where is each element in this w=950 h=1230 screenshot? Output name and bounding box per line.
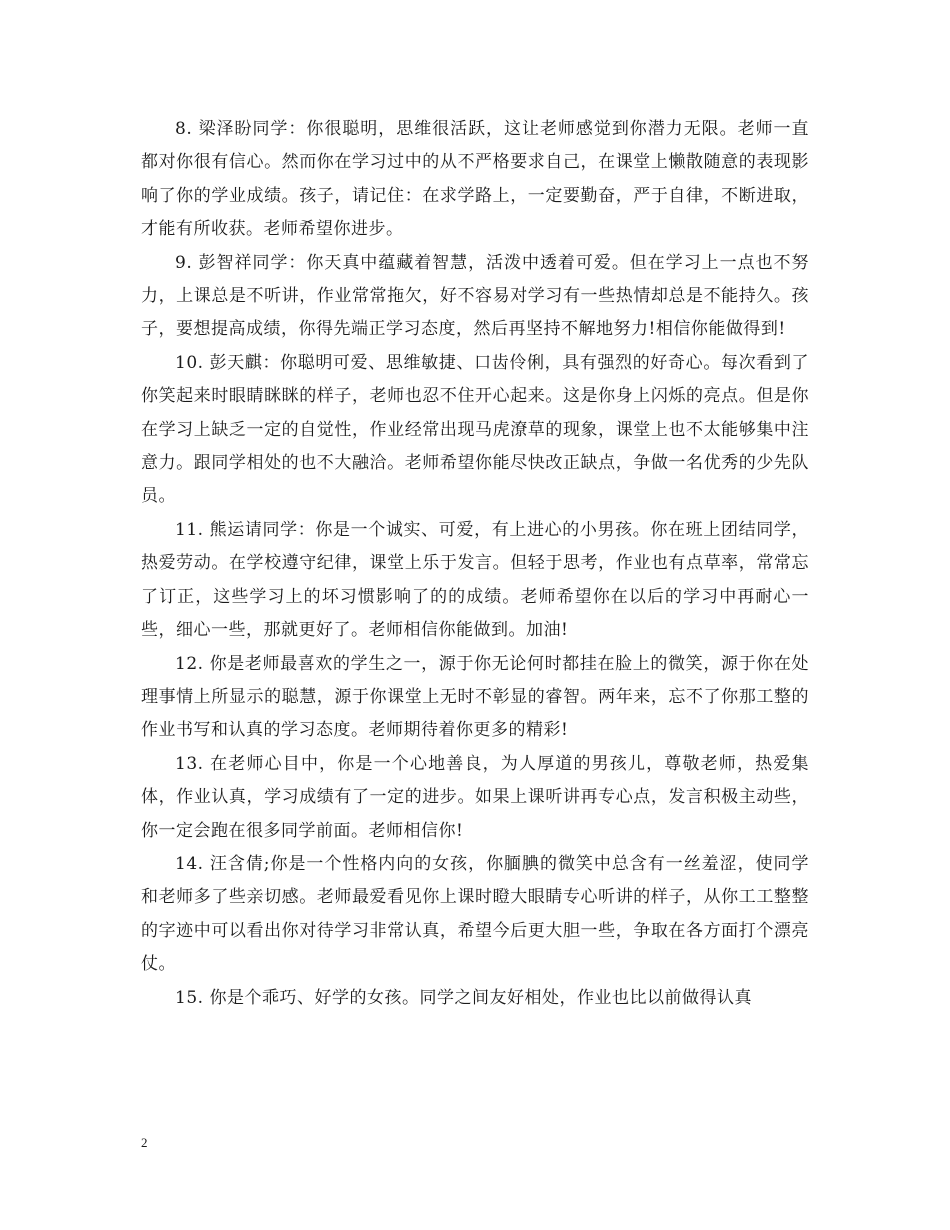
page-number: 2 bbox=[141, 1135, 148, 1150]
paragraph-13: 13. 在老师心目中，你是一个心地善良，为人厚道的男孩儿，尊敬老师，热爱集体，作业认真，学习成绩有了一定的进步。如果上课听讲再专心点，发言积极主动些，你一定会跑在很多同学前面。老师相信你! bbox=[141, 753, 809, 841]
document-body bbox=[141, 113, 809, 1015]
paragraph-15: 15. 你是个乖巧、好学的女孩。同学之间友好相处，作业也比以前做得认真 bbox=[175, 987, 752, 1008]
paragraph-9: 9. 彭智祥同学：你天真中蕴藏着智慧，活泼中透着可爱。但在学习上一点也不努力，上课总是不听讲，作业常常拖欠，好不容易对学习有一些热情却总是不能持久。孩子，要想提高成绩，你得先端正学习态度，然后再坚持不解地努力!相信你能做得到! bbox=[141, 252, 809, 340]
paragraph-8: 8. 梁泽盼同学：你很聪明，思维很活跃，这让老师感觉到你潜力无限。老师一直都对你很有信心。然而你在学习过中的从不严格要求自己，在课堂上懒散随意的表现影响了你的学业成绩。孩子，请记住：在求学路上，一定要勤奋，严于自律，不断进取，才能有所收获。老师希望你进步。 bbox=[141, 119, 809, 240]
paragraph-14: 14. 汪含倩;你是一个性格内向的女孩，你腼腆的微笑中总含有一丝羞涩，使同学和老师多了些亲切感。老师最爱看见你上课时瞪大眼睛专心听讲的样子，从你工工整整的字迹中可以看出你对待学习非常认真，希望今后更大胆一些，争取在各方面打个漂亮仗。 bbox=[141, 853, 809, 975]
paragraph-12: 12. 你是老师最喜欢的学生之一，源于你无论何时都挂在脸上的微笑，源于你在处理事情上所显示的聪慧，源于你课堂上无时不彰显的睿智。两年来，忘不了你那工整的作业书写和认真的学习态度。老师期待着你更多的精彩! bbox=[141, 653, 809, 741]
paragraph-10: 10. 彭天麒：你聪明可爱、思维敏捷、口齿伶俐，具有强烈的好奇心。每次看到了你笑起来时眼睛眯眯的样子，老师也忍不住开心起来。这是你身上闪烁的亮点。但是你在学习上缺乏一定的自觉性，作业经常出现马虎潦草的现象，课堂上也不太能够集中注意力。跟同学相处的也不大融洽。老师希望你能尽快改正缺点，争做一名优秀的少先队员。 bbox=[141, 352, 809, 507]
paragraph-11: 11. 熊运请同学：你是一个诚实、可爱，有上进心的小男孩。你在班上团结同学，热爱劳动。在学校遵守纪律，课堂上乐于发言。但轻于思考，作业也有点草率，常常忘了订正，这些学习上的坏习惯影响了的的成绩。老师希望你在以后的学习中再耐心一些，细心一些，那就更好了。老师相信你能做到。加油! bbox=[141, 519, 809, 641]
